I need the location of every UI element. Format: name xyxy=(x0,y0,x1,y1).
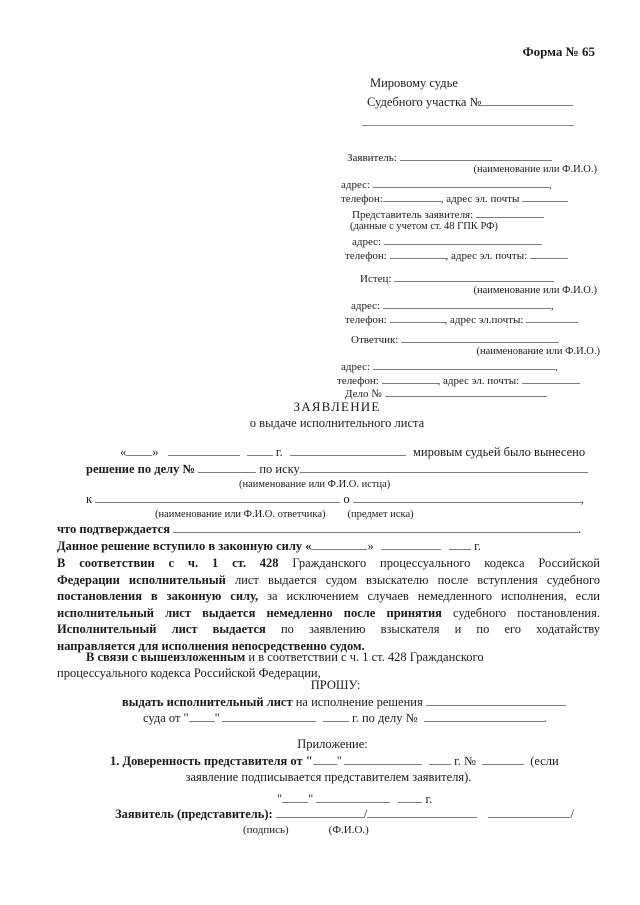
signing-month-blank xyxy=(316,791,390,803)
law-paragraph-line-5 xyxy=(57,621,600,638)
request-heading: ПРОШУ: xyxy=(310,678,361,692)
defendant-email-blank xyxy=(522,372,580,384)
signing-day-blank xyxy=(282,791,308,803)
law-line-4-rest: судебного постановления. xyxy=(441,605,600,620)
law-line-5-rest: по заявлению взыскателя и по его ходатайству xyxy=(265,622,601,636)
plaintiff-email-label: , адрес эл.почты: xyxy=(444,313,524,326)
date-quote-close: " xyxy=(308,792,314,806)
claim-label: по иску xyxy=(259,462,300,476)
attachment-item-lead: 1. Доверенность представителя от " xyxy=(110,753,313,768)
document-title xyxy=(0,398,640,432)
signature-slash-1: / xyxy=(363,807,368,821)
application-body xyxy=(57,444,600,681)
defendant-block xyxy=(337,331,600,399)
plaintiff-phone-row xyxy=(345,311,597,325)
law-paragraph-line-3 xyxy=(57,588,600,605)
plaintiff-address-row xyxy=(345,297,597,311)
defendant-address-comma: , xyxy=(554,361,558,373)
defendant-phone-row xyxy=(337,372,600,386)
claim-subject-blank xyxy=(353,491,581,503)
plaintiff-phone-blank xyxy=(390,311,445,323)
applicant-email-blank xyxy=(522,190,568,202)
defendant-name-row xyxy=(337,331,600,345)
court-blank xyxy=(290,444,406,456)
year-suffix: г. xyxy=(275,445,283,459)
attachment-block xyxy=(57,736,600,786)
court-addressee-block xyxy=(360,74,578,126)
law-line-5-bold: Исполнительный лист выдается xyxy=(57,622,266,636)
case-number-label: Дело № xyxy=(345,388,382,400)
defendant-subject-line xyxy=(57,491,600,508)
court-name-blank xyxy=(362,125,574,126)
applicant-phone-label: телефон: xyxy=(341,192,383,205)
attachment-item xyxy=(57,753,600,770)
signature-line xyxy=(115,806,605,822)
law-paragraph-line-2 xyxy=(57,572,600,589)
day-blank xyxy=(126,444,152,456)
court-line-2 xyxy=(360,93,578,112)
request-quote: " xyxy=(214,711,220,725)
claimant-blank xyxy=(300,461,588,473)
line-comma: , xyxy=(580,492,584,506)
signing-year-blank xyxy=(398,791,422,803)
law-line-4-bold: исполнительный лист выдается немедленно после принятия xyxy=(57,605,442,620)
defendant-email-label: , адрес эл. почты: xyxy=(437,374,520,387)
law-line-6-bold: направляется для исполнения непосредственно судом. xyxy=(57,638,365,653)
applicant-label: Заявитель: xyxy=(347,152,397,164)
court-line-1: Мировому судье xyxy=(370,76,458,90)
law-line-3-bold: постановления в законную силу, xyxy=(57,589,259,603)
defendant-name-blank xyxy=(401,331,559,343)
request-court-lead: суда от " xyxy=(143,711,189,725)
confirmation-lead: что подтверждается xyxy=(57,522,170,536)
applicant-email-label: , адрес эл. почты xyxy=(440,192,520,205)
request-year-blank xyxy=(323,710,349,722)
signature-label: Заявитель (представитель): xyxy=(115,807,273,821)
signature-caption: (подпись) xyxy=(243,824,289,836)
representative-email-blank xyxy=(530,247,568,259)
to-label: к xyxy=(86,492,93,506)
decision-date-line xyxy=(57,444,600,461)
attachment-day-blank xyxy=(313,753,337,765)
representative-label: Представитель заявителя: xyxy=(352,209,474,221)
plaintiff-name-caption: (наименование или Ф.И.О.) xyxy=(473,284,597,296)
request-case-blank xyxy=(424,710,544,722)
about-label: о xyxy=(343,492,350,506)
law-line-1-bold: В соответствии с ч. 1 ст. 428 xyxy=(57,556,279,570)
law-line-1-rest: Гражданского процессуального кодекса Российской xyxy=(278,556,600,570)
applicant-phone-blank xyxy=(383,190,441,202)
law-line-3-rest: за исключением случаев немедленного исполнения, если xyxy=(258,589,600,603)
applicant-name-caption: (наименование или Ф.И.О.) xyxy=(473,163,597,175)
plaintiff-block xyxy=(345,270,597,324)
applicant-address-blank xyxy=(373,176,549,188)
request-day-blank xyxy=(189,710,215,722)
title-line-2: о выдаче исполнительного листа xyxy=(249,416,425,430)
signature-blank xyxy=(276,806,364,818)
plaintiff-email-blank xyxy=(526,311,578,323)
force-quote-close: » xyxy=(367,539,374,553)
defendant-phone-label: телефон: xyxy=(337,374,379,387)
applicant-phone-row xyxy=(341,190,597,204)
signature-name-blank-2 xyxy=(488,806,570,818)
plaintiff-phone-label: телефон: xyxy=(345,313,387,326)
confirmation-period: . xyxy=(578,522,582,536)
case-number-row xyxy=(337,385,600,399)
plaintiff-label: Истец: xyxy=(360,273,392,285)
name-caption: (Ф.И.О.) xyxy=(328,824,369,836)
request-block xyxy=(57,677,600,727)
attachment-item-tail: (если xyxy=(530,753,559,768)
law-line-2-rest: лист выдается судом взыскателю после вступления судебного xyxy=(225,572,601,587)
representative-email-label: , адрес эл. почты: xyxy=(445,249,528,262)
applicant-address-row xyxy=(341,176,597,190)
representative-address-label: адрес: xyxy=(352,236,382,248)
force-day-blank xyxy=(311,538,367,550)
representative-block xyxy=(345,206,597,260)
plaintiff-name-blank xyxy=(394,270,554,282)
applicant-name-blank xyxy=(400,149,552,161)
signature-slash-2: / xyxy=(570,807,574,821)
defendant-label: Ответчик: xyxy=(351,334,399,346)
attachment-quote: " xyxy=(336,753,342,768)
attachment-year-blank xyxy=(429,753,451,765)
force-year-suffix: г. xyxy=(474,539,481,553)
representative-phone-row xyxy=(345,247,597,261)
plaintiff-address-comma: , xyxy=(550,300,554,312)
defendant-address-row xyxy=(337,358,600,372)
signing-date-line xyxy=(277,791,432,807)
form-number: Форма № 65 xyxy=(522,44,595,59)
confirmation-line xyxy=(57,521,600,538)
legal-force-lead: Данное решение вступило в законную силу « xyxy=(57,539,312,553)
request-rest: на исполнение решения xyxy=(292,694,423,709)
representative-name-blank xyxy=(476,206,544,218)
case-no-blank xyxy=(198,461,256,473)
attachment-number-blank xyxy=(482,753,524,765)
court-precinct-label: Судебного участка № xyxy=(367,95,482,109)
attachment-number-label: г. № xyxy=(454,753,476,768)
representative-address-row xyxy=(345,233,597,247)
closing-line-1 xyxy=(57,649,600,665)
signature-name-blank-1 xyxy=(367,806,477,818)
plaintiff-address-label: адрес: xyxy=(351,300,381,312)
defendant-subject-captions xyxy=(57,508,600,521)
defendant-name-blank-body xyxy=(95,491,340,503)
court-precinct-number-blank xyxy=(481,94,573,106)
request-decision-blank xyxy=(426,694,566,706)
case-claim-line xyxy=(57,461,600,478)
force-year-blank xyxy=(449,538,471,550)
defendant-name-caption: (наименование или Ф.И.О.) xyxy=(476,345,600,357)
decision-tail-text: мировым судьей было вынесено xyxy=(412,445,586,459)
attachment-item-line-2: заявление подписывается представителем заявителя). xyxy=(185,770,472,784)
quote-open: « xyxy=(120,445,127,459)
signing-year-suffix: г. xyxy=(425,792,433,806)
request-line-2 xyxy=(57,710,600,727)
title-line-1: ЗАЯВЛЕНИЕ xyxy=(293,399,381,414)
representative-phone-blank xyxy=(390,247,446,259)
law-line-2-bold: Федерации исполнительный xyxy=(57,572,226,587)
request-line-1 xyxy=(57,694,600,711)
request-lead: выдать исполнительный лист xyxy=(122,694,293,709)
case-lead: решение по делу № xyxy=(86,462,196,476)
applicant-block xyxy=(341,149,597,203)
defendant-caption: (наименование или Ф.И.О. ответчика) xyxy=(155,509,326,520)
representative-address-blank xyxy=(384,233,542,245)
plaintiff-caption-line: (наименование или Ф.И.О. истца) xyxy=(239,479,391,490)
request-month-blank xyxy=(222,710,316,722)
representative-name-row xyxy=(345,206,597,220)
legal-force-line xyxy=(57,538,600,555)
request-period: . xyxy=(543,711,547,725)
representative-note: (данные с учетом ст. 48 ГПК РФ) xyxy=(350,220,498,232)
case-number-blank xyxy=(385,385,547,397)
attachment-heading: Приложение: xyxy=(297,737,368,751)
subject-caption: (предмет иска) xyxy=(347,509,414,520)
closing-line-1-bold: В связи с вышеизложенным xyxy=(86,650,246,664)
law-paragraph-line-1 xyxy=(57,555,600,572)
quote-close: » xyxy=(152,445,159,459)
attachment-month-blank xyxy=(344,753,422,765)
closing-line-2: процессуального кодекса Российской Федерации, xyxy=(57,666,321,680)
plaintiff-address-blank xyxy=(383,297,551,309)
date-quote-open: " xyxy=(277,792,283,806)
representative-phone-label: телефон: xyxy=(345,249,387,262)
closing-line-1-rest: и в соответствии с ч. 1 ст. 428 Гражданского xyxy=(245,650,484,664)
defendant-address-label: адрес: xyxy=(341,361,371,373)
signature-block xyxy=(115,806,605,836)
year-blank xyxy=(247,444,273,456)
defendant-phone-blank xyxy=(382,372,438,384)
force-month-blank xyxy=(381,538,441,550)
applicant-address-comma: , xyxy=(548,179,552,191)
request-case-label: г. по делу № xyxy=(352,711,418,725)
plaintiff-name-row xyxy=(345,270,597,284)
applicant-name-row xyxy=(341,149,597,163)
confirmation-blank xyxy=(173,521,578,533)
applicant-address-label: адрес: xyxy=(341,179,371,191)
signature-captions xyxy=(115,824,605,836)
month-blank xyxy=(168,444,240,456)
law-paragraph-line-4 xyxy=(57,605,600,622)
defendant-address-blank xyxy=(373,358,555,370)
